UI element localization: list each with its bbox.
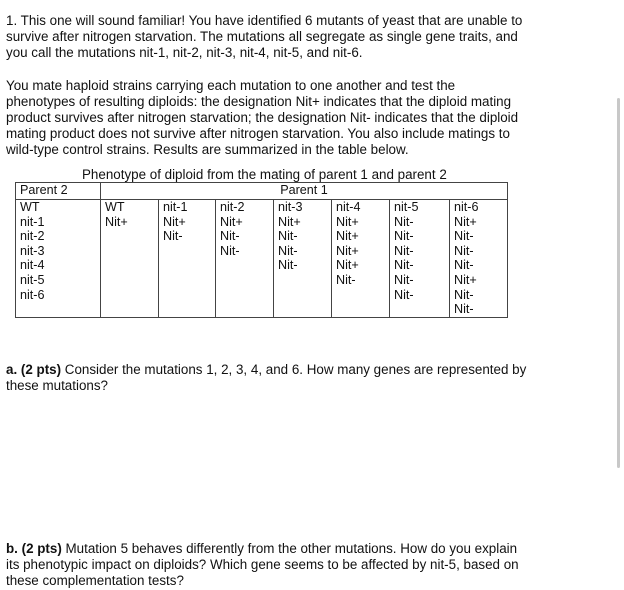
question-b-line: its phenotypic impact on diploids? Which gene seems to be affected by nit-5, based on [6, 557, 519, 572]
problem-intro [6, 13, 566, 61]
parent1-header: Parent 1 [101, 183, 508, 200]
table-cell: Nit+ [336, 214, 359, 229]
column-header: WT [105, 200, 125, 214]
methods-line: product survives after nitrogen starvation; the designation Nit- indicates that the diploid [6, 110, 519, 125]
table-cell: Nit- [394, 214, 414, 229]
question-b-line [6, 541, 519, 557]
table-cell: Nit+ [163, 214, 186, 229]
methods-line: phenotypes of resulting diploids: the designation Nit+ indicates that the diploid mating [6, 94, 512, 109]
row-label: nit-5 [20, 272, 45, 287]
table-cell: Nit- [454, 302, 474, 317]
intro-line: survive after nitrogen starvation. The mutations all segregate as single gene traits, and [6, 29, 518, 44]
table-cell: Nit+ [220, 214, 243, 229]
methods-line: mating product does not survive after nitrogen starvation. You also include matings to [6, 126, 510, 141]
row-label: nit-4 [20, 258, 45, 273]
row-label: nit-3 [20, 243, 45, 258]
table-cell: Nit- [278, 229, 298, 244]
column-header: nit-3 [278, 200, 303, 214]
table-cell: Nit- [394, 243, 414, 258]
row-label: nit-2 [20, 229, 45, 244]
question-a-label: a. (2 pts) [6, 362, 62, 377]
column-header: nit-5 [394, 200, 419, 214]
table-cell: Nit- [278, 258, 298, 273]
row-label: WT [20, 200, 40, 214]
row-label: nit-1 [20, 214, 45, 229]
table-cell: Nit- [454, 229, 474, 244]
table-cell: Nit- [454, 258, 474, 273]
column-header: nit-1 [163, 200, 188, 214]
scrollbar[interactable] [617, 98, 620, 468]
question-b [6, 541, 519, 589]
column-nit-1 [159, 200, 216, 318]
table-cell: Nit- [220, 229, 240, 244]
question-a-line [6, 362, 526, 378]
question-b-text: Mutation 5 behaves differently from the other mutations. How do you explain [61, 541, 518, 556]
table-cell: Nit+ [454, 272, 477, 287]
table-cell: Nit+ [336, 258, 359, 273]
table-cell: Nit- [394, 229, 414, 244]
question-a-text: Consider the mutations 1, 2, 3, 4, and 6. How many genes are represented by [61, 362, 527, 377]
column-header: nit-6 [454, 200, 479, 214]
table-cell: Nit- [336, 272, 356, 287]
complementation-table [15, 182, 508, 318]
question-b-label: b. (2 pts) [6, 541, 62, 556]
problem-methods [6, 78, 566, 158]
table-title: Phenotype of diploid from the mating of parent 1 and parent 2 [82, 167, 447, 182]
parent2-column [16, 200, 101, 318]
question-b-line: these complementation tests? [6, 573, 184, 588]
table-cell: Nit- [278, 243, 298, 258]
question-a [6, 362, 526, 394]
column-header: nit-4 [336, 200, 361, 214]
table-cell: Nit- [163, 229, 183, 244]
table-cell: Nit- [394, 272, 414, 287]
table-cell: Nit+ [336, 243, 359, 258]
column-nit-6 [450, 200, 508, 318]
intro-line: 1. This one will sound familiar! You have identified 6 mutants of yeast that are unable to [6, 13, 523, 28]
table-cell: Nit+ [105, 214, 128, 229]
column-nit-5 [390, 200, 450, 318]
table-cell: Nit+ [336, 229, 359, 244]
table-cell: Nit- [394, 287, 414, 302]
table-cell: Nit+ [454, 214, 477, 229]
methods-line: wild-type control strains. Results are summarized in the table below. [6, 142, 409, 157]
intro-line: you call the mutations nit-1, nit-2, nit-3, nit-4, nit-5, and nit-6. [6, 45, 363, 60]
column-nit-4 [332, 200, 390, 318]
row-label: nit-6 [20, 287, 45, 302]
table-cell: Nit- [394, 258, 414, 273]
question-a-line: these mutations? [6, 378, 108, 393]
table-cell: Nit- [454, 287, 474, 302]
column-nit-3 [274, 200, 332, 318]
column-wt [101, 200, 159, 318]
table-cell: Nit- [454, 243, 474, 258]
column-header: nit-2 [220, 200, 245, 214]
parent2-header: Parent 2 [16, 183, 101, 200]
column-nit-2 [216, 200, 274, 318]
methods-line: You mate haploid strains carrying each mutation to one another and test the [6, 78, 456, 93]
table-cell: Nit- [220, 243, 240, 258]
table-cell: Nit+ [278, 214, 301, 229]
